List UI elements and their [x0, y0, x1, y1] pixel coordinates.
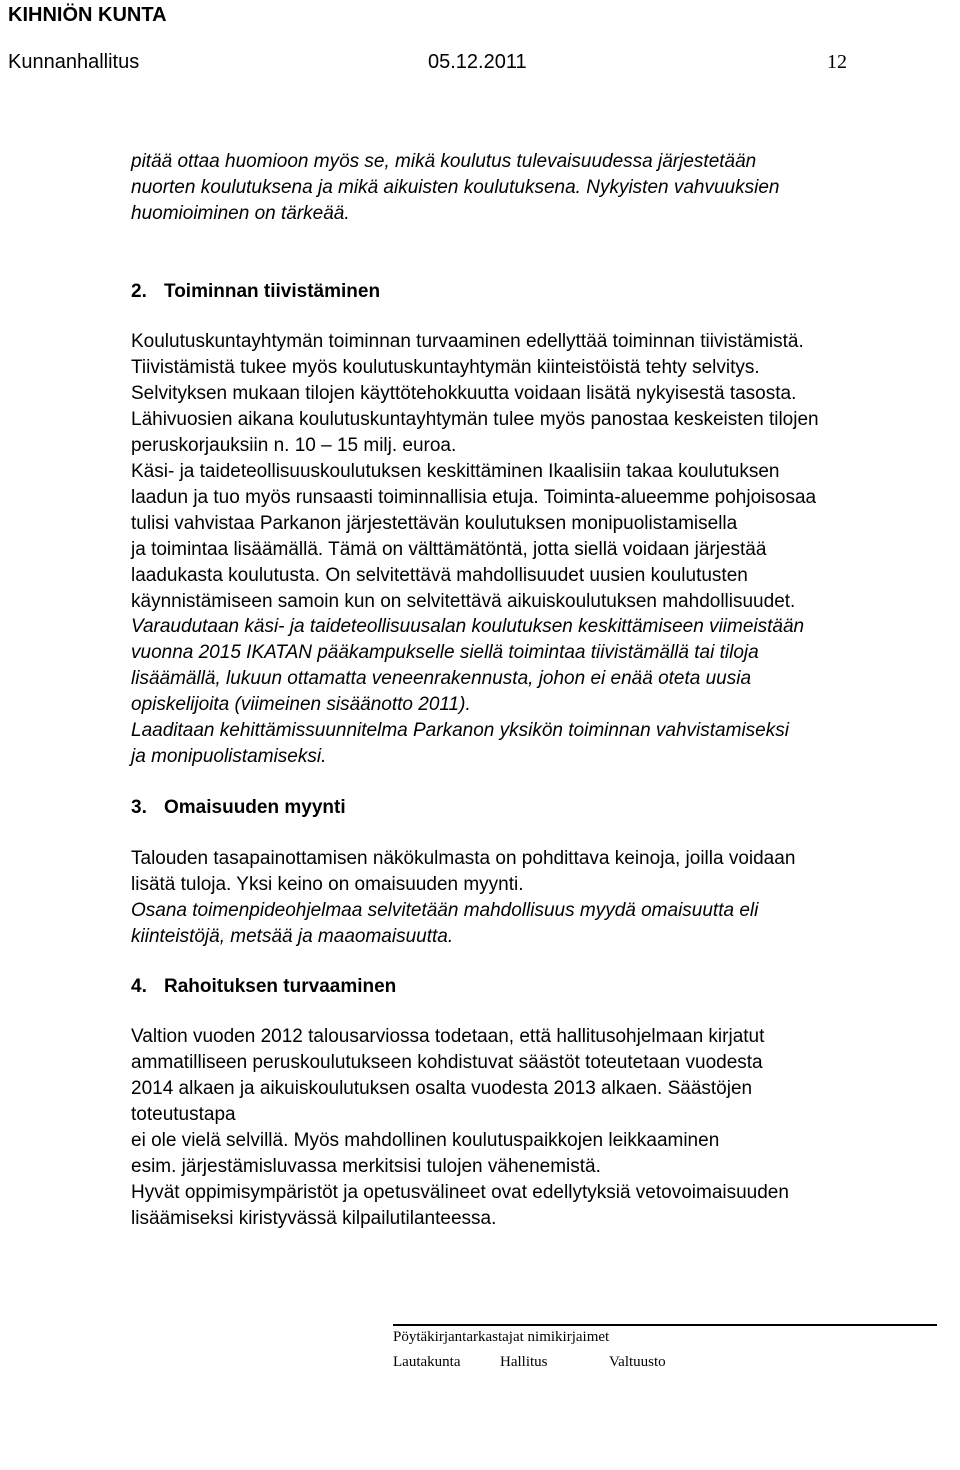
text-line: laadukasta koulutusta. On selvitettävä mahdollisuudet uusien koulutusten: [131, 565, 748, 586]
footer-divider: [393, 1324, 937, 1326]
text-line: nuorten koulutuksena ja mikä aikuisten koulutuksena. Nykyisten vahvuuksien: [131, 177, 780, 198]
text-line: toteutustapa: [131, 1104, 236, 1125]
section-title: Toiminnan tiivistäminen: [164, 281, 381, 302]
text-line: tulisi vahvistaa Parkanon järjestettävän koulutuksen monipuolistamisella: [131, 513, 738, 534]
text-line: Varaudutaan käsi- ja taideteollisuusalan koulutuksen keskittämiseen viimeistään: [131, 616, 805, 637]
section-heading: [131, 974, 396, 1000]
section-heading: [131, 795, 346, 821]
text-line: lisäämiseksi kiristyvässä kilpailutilanteessa.: [131, 1208, 497, 1229]
footer-label-lautakunta: Lautakunta: [393, 1354, 461, 1370]
text-line: Osana toimenpideohjelmaa selvitetään mahdollisuus myydä omaisuutta eli: [131, 900, 759, 921]
text-line: Selvityksen mukaan tilojen käyttötehokkuutta voidaan lisätä nykyisestä tasosta.: [131, 383, 797, 404]
section-number: 2.: [131, 281, 147, 302]
page-number: 12: [827, 51, 847, 73]
text-line: ja monipuolistamiseksi.: [131, 746, 327, 767]
text-line: pitää ottaa huomioon myös se, mikä koulutus tulevaisuudessa järjestetään: [131, 151, 757, 172]
text-line: Hyvät oppimisympäristöt ja opetusvälineet ovat edellytyksiä vetovoimaisuuden: [131, 1182, 789, 1203]
text-line: käynnistämiseen samoin kun on selvitettävä aikuiskoulutuksen mahdollisuudet.: [131, 591, 796, 612]
meeting-body: Kunnanhallitus: [8, 51, 140, 73]
text-line: 2014 alkaen ja aikuiskoulutuksen osalta vuodesta 2013 alkaen. Säästöjen: [131, 1078, 753, 1099]
text-line: Laaditaan kehittämissuunnitelma Parkanon yksikön toiminnan vahvistamiseksi: [131, 720, 789, 741]
text-line: laadun ja tuo myös runsaasti toiminnallisia etuja. Toiminta-alueemme pohjoisosaa: [131, 487, 817, 508]
text-line: esim. järjestämisluvassa merkitsisi tulojen vähenemistä.: [131, 1156, 601, 1177]
text-line: opiskelijoita (viimeinen sisäänotto 2011).: [131, 694, 471, 715]
footer-label-hallitus: Hallitus: [500, 1354, 548, 1370]
text-line: vuonna 2015 IKATAN pääkampukselle siellä toimintaa tiivistämällä tai tiloja: [131, 642, 759, 663]
text-line: lisäämällä, lukuun ottamatta veneenrakennusta, johon ei enää oteta uusia: [131, 668, 752, 689]
footer-label-valtuusto: Valtuusto: [609, 1354, 666, 1370]
text-line: Käsi- ja taideteollisuuskoulutuksen keskittäminen Ikaalisiin takaa koulutuksen: [131, 461, 780, 482]
text-line: ammatilliseen peruskoulutukseen kohdistuvat säästöt toteutetaan vuodesta: [131, 1052, 763, 1073]
footer-title: Pöytäkirjantarkastajat nimikirjaimet: [393, 1329, 610, 1345]
section-number: 3.: [131, 797, 147, 818]
text-line: peruskorjauksiin n. 10 – 15 milj. euroa.: [131, 435, 457, 456]
section-title: Omaisuuden myynti: [164, 797, 346, 818]
section-heading: [131, 279, 380, 305]
text-line: kiinteistöjä, metsää ja maaomaisuutta.: [131, 926, 454, 947]
text-line: lisätä tuloja. Yksi keino on omaisuuden myynti.: [131, 874, 524, 895]
text-line: ja toimintaa lisäämällä. Tämä on välttämätöntä, jotta siellä voidaan järjestää: [131, 539, 767, 560]
text-line: Valtion vuoden 2012 talousarviossa todetaan, että hallitusohjelmaan kirjatut: [131, 1026, 765, 1047]
text-line: huomioiminen on tärkeää.: [131, 203, 350, 224]
text-line: Talouden tasapainottamisen näkökulmasta on pohdittava keinoja, joilla voidaan: [131, 848, 796, 869]
text-line: Tiivistämistä tukee myös koulutuskuntayhtymän kiinteistöistä tehty selvitys.: [131, 357, 760, 378]
organization-name: KIHNIÖN KUNTA: [8, 4, 167, 26]
text-line: ei ole vielä selvillä. Myös mahdollinen koulutuspaikkojen leikkaaminen: [131, 1130, 720, 1151]
section-title: Rahoituksen turvaaminen: [164, 976, 397, 997]
text-line: Lähivuosien aikana koulutuskuntayhtymän tulee myös panostaa keskeisten tilojen: [131, 409, 819, 430]
section-number: 4.: [131, 976, 147, 997]
text-line: Koulutuskuntayhtymän toiminnan turvaaminen edellyttää toiminnan tiivistämistä.: [131, 331, 804, 352]
meeting-date: 05.12.2011: [428, 51, 527, 73]
